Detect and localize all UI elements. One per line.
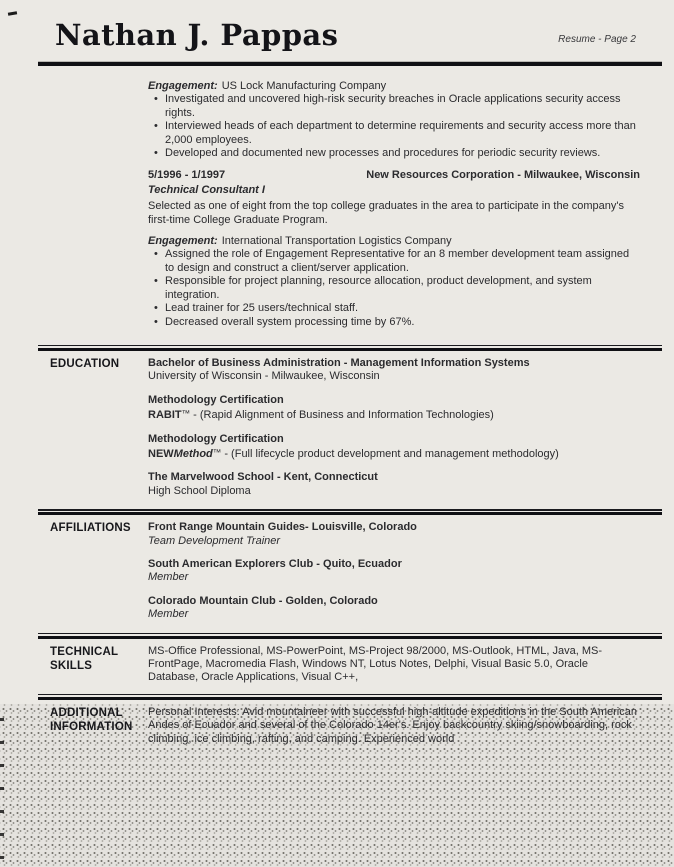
bullet-item: • Interviewed heads of each department to determine requirements and security access more than 2,000 employees. (165, 120, 640, 147)
affiliation-name: Front Range Mountain Guides- Louisville, Colorado (148, 521, 417, 534)
section-label-affiliations: AFFILIATIONS (50, 522, 131, 535)
certification-line (148, 407, 640, 422)
bullet-item: • Investigated and uncovered high-risk security breaches in Oracle applications security access rights. (165, 93, 640, 120)
section-education (0, 351, 674, 509)
education-entry (148, 357, 640, 384)
job-dates: 5/1996 - 1/1997 (148, 169, 226, 182)
job-summary: Selected as one of eight from the top college graduates in the area to participate in the company's first-time College Graduate Program. (148, 200, 625, 226)
bullet-item: • Responsible for project planning, resource allocation, product development, and system integration. (165, 275, 640, 302)
section-label-empty (50, 80, 148, 337)
engagement-client: International Transportation Logistics Company (221, 235, 452, 248)
section-label-technical-skills: TECHNICAL SKILLS (50, 645, 119, 672)
section-technical-skills (0, 639, 674, 694)
section-divider (38, 509, 662, 515)
additional-information-content (148, 706, 640, 746)
job-title: Technical Consultant I (148, 183, 265, 196)
affiliation-entry (148, 521, 640, 548)
section-affiliations (0, 515, 674, 632)
engagement-label: Engagement: (148, 80, 218, 92)
engagement-client: US Lock Manufacturing Company (221, 80, 387, 92)
affiliation-entry (148, 595, 640, 622)
certification-brand-italic: Method (173, 447, 213, 460)
bullet-item: • Decreased overall system processing time by 67%. (165, 316, 640, 329)
affiliation-role: Member (148, 571, 189, 584)
education-content (148, 357, 640, 500)
section-additional-information (0, 700, 674, 755)
certification-heading: Methodology Certification (148, 432, 284, 445)
certification-line (148, 446, 640, 461)
bullet-item: • Developed and documented new processes and procedures for periodic security reviews. (165, 147, 640, 160)
highschool-title: The Marvelwood School - Kent, Connecticut (148, 471, 378, 484)
job-heading (148, 169, 640, 182)
bullet-item: • Assigned the role of Engagement Representative for an 8 member development team assigned to design and construct a client/server application. (165, 248, 640, 275)
engagement-bullet-list (148, 93, 640, 160)
additional-information-text: Personal Interests: Avid mountaineer with successful high-altitude expeditions in the South American Andes of Ecuador and several of the Colorado 14er's. Enjoy backcountry skiing/snowboarding, rock climbing, ice climbing, rafting, and camping. Experienced world (148, 705, 637, 745)
engagement-line (148, 80, 640, 93)
engagement-bullet-list (148, 248, 640, 328)
education-entry (148, 394, 640, 423)
degree-school: University of Wisconsin - Milwaukee, Wisconsin (148, 370, 380, 383)
education-entry (148, 433, 640, 462)
trademark-symbol: ™ (181, 408, 191, 419)
degree-title: Bachelor of Business Administration - Management Information Systems (148, 356, 530, 369)
section-label-additional-information: ADDITIONAL INFORMATION (50, 706, 133, 733)
technical-skills-text: MS-Office Professional, MS-PowerPoint, MS-Project 98/2000, MS-Outlook, HTML, Java, MS-FrontPage, Macromedia Flash, Windows NT, Lotus Notes, Delphi, Visual Basic 5.0, Oracle Database, Oracle Applications, Visual C++, (148, 644, 603, 684)
affiliation-role: Team Development Trainer (148, 534, 281, 547)
job-company: New Resources Corporation - Milwaukee, Wisconsin (366, 169, 640, 182)
trademark-symbol: ™ (212, 446, 222, 457)
certification-brand: RABIT (148, 409, 182, 422)
education-entry (148, 471, 640, 498)
page-number-label: Resume - Page 2 (558, 33, 636, 45)
affiliation-name: South American Explorers Club - Quito, Ecuador (148, 557, 402, 570)
section-label-education: EDUCATION (50, 357, 120, 370)
engagement-line (148, 235, 640, 248)
highschool-diploma: High School Diploma (148, 484, 251, 497)
engagement-label: Engagement: (148, 235, 218, 248)
page-title: Nathan J. Pappas (55, 18, 339, 52)
bullet-item: • Lead trainer for 25 users/technical staff. (165, 302, 640, 315)
certification-heading: Methodology Certification (148, 393, 284, 406)
certification-description: - (Rapid Alignment of Business and Information Technologies) (190, 409, 494, 422)
page-header (0, 0, 674, 61)
section-divider (38, 633, 662, 639)
affiliations-content (148, 521, 640, 623)
section-divider (38, 345, 662, 351)
technical-skills-content (148, 645, 640, 685)
certification-brand: NEW (148, 447, 174, 460)
section-divider (38, 694, 662, 700)
section-experience-continued (0, 66, 674, 345)
affiliation-entry (148, 558, 640, 585)
affiliation-role: Member (148, 608, 189, 621)
certification-description: - (Full lifecycle product development and management methodology) (221, 447, 559, 460)
affiliation-name: Colorado Mountain Club - Golden, Colorado (148, 594, 378, 607)
experience-content (148, 80, 640, 337)
